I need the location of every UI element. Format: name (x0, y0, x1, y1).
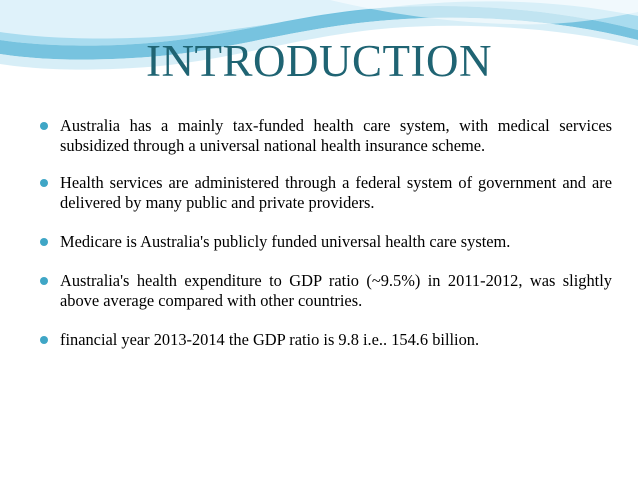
bullet-text: Australia's health expenditure to GDP ratio (~9.5%) in 2011-2012, was slightly above average compared with other countries. (60, 271, 612, 310)
bullet-item (40, 330, 612, 350)
bullet-list (40, 116, 612, 367)
bullet-text: Australia has a mainly tax-funded health care system, with medical services subsidized through a universal national health insurance scheme. (60, 116, 612, 155)
bullet-marker-icon (40, 336, 48, 344)
bullet-item (40, 232, 612, 252)
bullet-item (40, 271, 612, 311)
bullet-text: financial year 2013-2014 the GDP ratio is 9.8 i.e.. 154.6 billion. (60, 330, 480, 349)
bullet-marker-icon (40, 277, 48, 285)
slide-title: INTRODUCTION (146, 36, 492, 86)
bullet-item (40, 173, 612, 213)
bullet-text: Health services are administered through a federal system of government and are delivered by many public and private providers. (60, 173, 612, 212)
bullet-marker-icon (40, 179, 48, 187)
bullet-text: Medicare is Australia's publicly funded universal health care system. (60, 232, 511, 251)
bullet-item (40, 116, 612, 156)
bullet-marker-icon (40, 238, 48, 246)
bullet-marker-icon (40, 122, 48, 130)
